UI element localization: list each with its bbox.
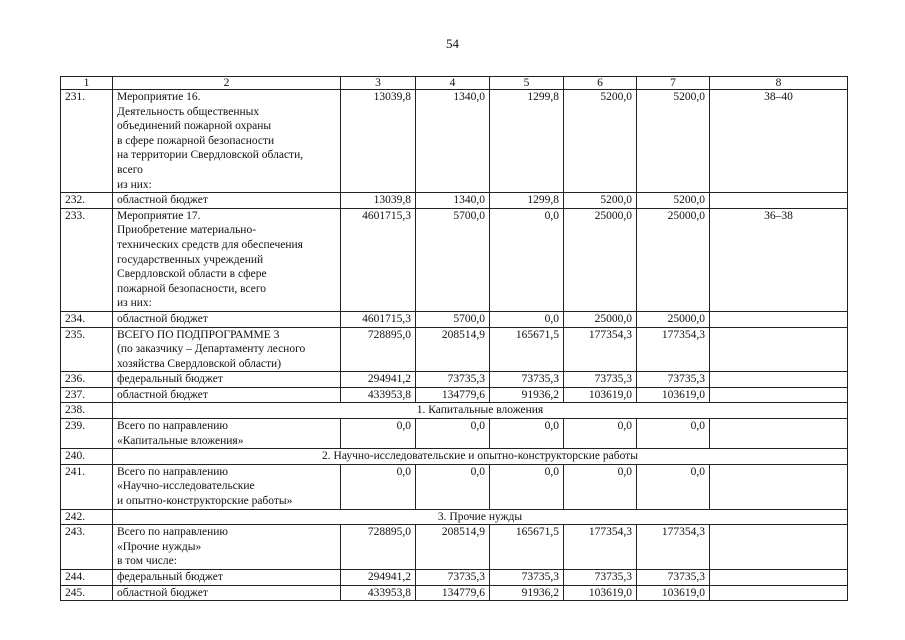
value-cell: 13039,8	[341, 90, 416, 193]
section-title-cell: 2. Научно-исследовательские и опытно-конструкторские работы	[113, 449, 848, 465]
value-cell: 103619,0	[637, 387, 710, 403]
row-number-cell: 235.	[61, 327, 113, 372]
description-cell: Всего по направлению «Прочие нужды» в том числе:	[113, 525, 341, 570]
value-cell: 5700,0	[416, 311, 490, 327]
table-row	[61, 90, 848, 193]
row-number-cell: 244.	[61, 570, 113, 586]
value-cell: 73735,3	[416, 372, 490, 388]
target-indicator-cell	[710, 585, 848, 601]
value-cell: 294941,2	[341, 570, 416, 586]
table-header-row	[61, 77, 848, 90]
table-row	[61, 387, 848, 403]
row-number-cell: 238.	[61, 403, 113, 419]
description-cell: Мероприятие 16. Деятельность общественных объединений пожарной охраны в сфере пожарной безопасности на территории Свердловской области, всего из них:	[113, 90, 341, 193]
value-cell: 5200,0	[564, 90, 637, 193]
value-cell: 165671,5	[490, 525, 564, 570]
value-cell: 0,0	[490, 311, 564, 327]
value-cell: 5200,0	[637, 90, 710, 193]
description-cell: областной бюджет	[113, 311, 341, 327]
value-cell: 0,0	[341, 419, 416, 449]
target-indicator-cell	[710, 464, 848, 509]
value-cell: 25000,0	[637, 311, 710, 327]
row-number-cell: 243.	[61, 525, 113, 570]
value-cell: 4601715,3	[341, 311, 416, 327]
header-cell: 8	[710, 77, 848, 90]
value-cell: 4601715,3	[341, 208, 416, 311]
value-cell: 73735,3	[637, 372, 710, 388]
section-row	[61, 403, 848, 419]
value-cell: 0,0	[416, 464, 490, 509]
value-cell: 103619,0	[564, 387, 637, 403]
header-cell: 6	[564, 77, 637, 90]
value-cell: 1299,8	[490, 90, 564, 193]
table-row	[61, 208, 848, 311]
table-row	[61, 464, 848, 509]
description-cell: областной бюджет	[113, 585, 341, 601]
value-cell: 73735,3	[490, 570, 564, 586]
table-row	[61, 193, 848, 209]
row-number-cell: 245.	[61, 585, 113, 601]
section-row	[61, 449, 848, 465]
table-row	[61, 327, 848, 372]
value-cell: 0,0	[637, 464, 710, 509]
value-cell: 0,0	[416, 419, 490, 449]
value-cell: 13039,8	[341, 193, 416, 209]
value-cell: 0,0	[564, 464, 637, 509]
section-row	[61, 509, 848, 525]
row-number-cell: 231.	[61, 90, 113, 193]
value-cell: 0,0	[490, 419, 564, 449]
target-indicator-cell	[710, 419, 848, 449]
target-indicator-cell	[710, 570, 848, 586]
table-row	[61, 311, 848, 327]
value-cell: 0,0	[490, 464, 564, 509]
row-number-cell: 234.	[61, 311, 113, 327]
budget-table	[60, 76, 848, 601]
value-cell: 5200,0	[637, 193, 710, 209]
value-cell: 177354,3	[637, 525, 710, 570]
header-cell: 5	[490, 77, 564, 90]
description-cell: ВСЕГО ПО ПОДПРОГРАММЕ 3 (по заказчику – Департаменту лесного хозяйства Свердловской области)	[113, 327, 341, 372]
section-title-cell: 3. Прочие нужды	[113, 509, 848, 525]
description-cell: федеральный бюджет	[113, 372, 341, 388]
value-cell: 177354,3	[564, 327, 637, 372]
value-cell: 0,0	[490, 208, 564, 311]
value-cell: 25000,0	[564, 311, 637, 327]
value-cell: 1340,0	[416, 193, 490, 209]
description-cell: федеральный бюджет	[113, 570, 341, 586]
value-cell: 103619,0	[564, 585, 637, 601]
target-indicator-cell	[710, 525, 848, 570]
value-cell: 91936,2	[490, 387, 564, 403]
section-title-cell: 1. Капитальные вложения	[113, 403, 848, 419]
row-number-cell: 236.	[61, 372, 113, 388]
table-row	[61, 419, 848, 449]
target-indicator-cell: 38–40	[710, 90, 848, 193]
value-cell: 73735,3	[490, 372, 564, 388]
row-number-cell: 240.	[61, 449, 113, 465]
value-cell: 73735,3	[564, 372, 637, 388]
value-cell: 134779,6	[416, 387, 490, 403]
value-cell: 1299,8	[490, 193, 564, 209]
table-row	[61, 585, 848, 601]
header-cell: 3	[341, 77, 416, 90]
table-row	[61, 570, 848, 586]
value-cell: 5700,0	[416, 208, 490, 311]
value-cell: 165671,5	[490, 327, 564, 372]
value-cell: 25000,0	[564, 208, 637, 311]
header-cell: 4	[416, 77, 490, 90]
value-cell: 0,0	[564, 419, 637, 449]
value-cell: 103619,0	[637, 585, 710, 601]
target-indicator-cell	[710, 311, 848, 327]
row-number-cell: 233.	[61, 208, 113, 311]
value-cell: 91936,2	[490, 585, 564, 601]
target-indicator-cell	[710, 372, 848, 388]
value-cell: 0,0	[637, 419, 710, 449]
value-cell: 208514,9	[416, 327, 490, 372]
value-cell: 433953,8	[341, 585, 416, 601]
value-cell: 433953,8	[341, 387, 416, 403]
table-row	[61, 372, 848, 388]
value-cell: 0,0	[341, 464, 416, 509]
value-cell: 73735,3	[416, 570, 490, 586]
value-cell: 73735,3	[564, 570, 637, 586]
description-cell: областной бюджет	[113, 387, 341, 403]
description-cell: областной бюджет	[113, 193, 341, 209]
target-indicator-cell: 36–38	[710, 208, 848, 311]
row-number-cell: 237.	[61, 387, 113, 403]
value-cell: 1340,0	[416, 90, 490, 193]
target-indicator-cell	[710, 193, 848, 209]
value-cell: 208514,9	[416, 525, 490, 570]
row-number-cell: 241.	[61, 464, 113, 509]
value-cell: 728895,0	[341, 525, 416, 570]
description-cell: Всего по направлению «Научно-исследовательские и опытно-конструкторские работы»	[113, 464, 341, 509]
row-number-cell: 242.	[61, 509, 113, 525]
value-cell: 177354,3	[637, 327, 710, 372]
row-number-cell: 232.	[61, 193, 113, 209]
value-cell: 5200,0	[564, 193, 637, 209]
row-number-cell: 239.	[61, 419, 113, 449]
value-cell: 177354,3	[564, 525, 637, 570]
value-cell: 25000,0	[637, 208, 710, 311]
header-cell: 7	[637, 77, 710, 90]
value-cell: 73735,3	[637, 570, 710, 586]
value-cell: 294941,2	[341, 372, 416, 388]
page-number: 54	[446, 36, 459, 51]
header-cell: 1	[61, 77, 113, 90]
value-cell: 728895,0	[341, 327, 416, 372]
target-indicator-cell	[710, 327, 848, 372]
table-row	[61, 525, 848, 570]
value-cell: 134779,6	[416, 585, 490, 601]
target-indicator-cell	[710, 387, 848, 403]
description-cell: Всего по направлению «Капитальные вложения»	[113, 419, 341, 449]
description-cell: Мероприятие 17. Приобретение материально- технических средств для обеспечения государственных учреждений Свердловской области в сфере пожарной безопасности, всего из них:	[113, 208, 341, 311]
header-cell: 2	[113, 77, 341, 90]
